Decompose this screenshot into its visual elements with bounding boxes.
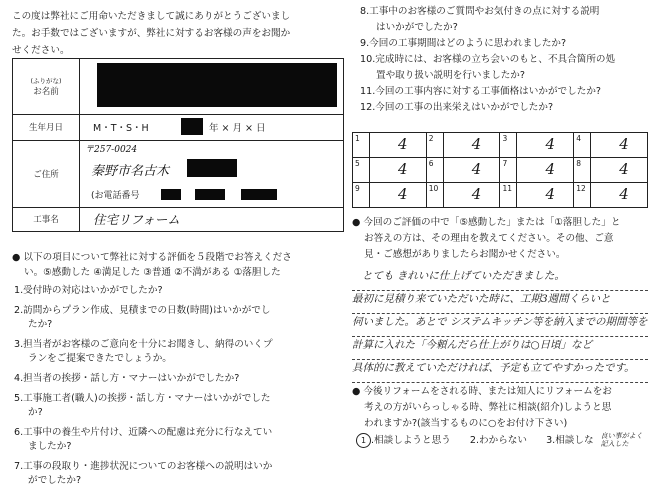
score-cell-1: 4 [369,133,426,158]
question-9: 9.今回の工事期間はどのように思われましたか? [360,38,567,49]
score-cell-2: 4 [443,133,500,158]
question-10: 10.完成時には、お客様の立ち会いのもと、不具合箇所の処 置や取り扱い説明を行いましたか? [360,54,616,81]
address-label: ご住所 [13,140,80,207]
score-num-12: 12 [574,183,591,208]
postal-code: 〒257-0024 [85,145,138,155]
birth-label: 生年月日 [13,114,80,140]
redacted-phone-3 [241,189,277,200]
comment-instructions: ● 今回のご評価の中で「⑤感動した」または「①落胆した」と お答えの方は、その理由を教えてください。その他、ご意 見・ご感想がありましたらお聞かせください。 [352,217,621,260]
comment-line-2: 最初に見積り来ていただいた時に、工期3週間くらいと [352,291,648,314]
address-handwritten: 秦野市名古木 [91,164,170,179]
score-cell-6: 4 [443,158,500,183]
name-row [13,59,343,115]
score-num-11: 11 [500,183,517,208]
score-cell-12: 4 [591,183,648,208]
question-12: 12.今回の工事の出来栄えはいかがでしたか? [360,102,554,113]
comment-line-5: 具体的に教えていただければ、予定も立てやすかったです。 [352,360,648,383]
birth-row [13,114,343,141]
score-cell-7: 4 [517,158,574,183]
redacted-name [97,63,337,107]
comment-line-1: とても きれいに仕上げていただきました。 [352,268,648,291]
rating-instructions: ● 以下の項目について弊社に対する評価を５段階でお答えくださ い。⑤感動した ④満足した ③普通 ②不満がある ①落胆した [12,252,292,278]
score-num-8: 8 [574,158,591,183]
option-2: 2.わからない [469,435,527,446]
question-6: 6.工事中の養生や片付け、近隣への配慮は充分に行なえてい ましたか? [14,427,273,452]
option-3: 3.相談しな [546,435,594,446]
question-8: 8.工事中のお客様のご質問やお気付きの点に対する説明 はいかがでしたか? [360,6,600,33]
intro-text: この度は弊社にご用命いただきまして誠にありがとうございまし た。お手数ではございますが、弊社に対するお客様の声をお聞か せください。 [12,11,291,56]
score-cell-5: 4 [369,158,426,183]
question-1: 1.受付時の対応はいかがでしたか? [14,285,163,296]
question-2: 2.訪問からプラン作成、見積までの日数(時間)はいかがでし たか? [14,305,271,330]
consultation-options [356,432,656,448]
score-cell-3: 4 [517,133,574,158]
questions-left [14,284,354,494]
handwritten-note: 良い事がよく記入した [600,432,643,448]
score-cell-10: 4 [443,183,500,208]
redacted-address [187,159,237,177]
score-num-4: 4 [574,133,591,158]
phone-label: (お電話番号 [91,191,140,201]
future-consultation-question: ● 今後リフォームをされる時、または知人にリフォームをお 考えの方がいらっしゃる時、弊社に相談(紹介)しようと思 われますか?(該当するものに○をお付け下さい) [352,386,612,429]
option-1-circle: 1 [356,433,371,448]
comment-line-3: 伺いました。あとで システムキッチン等を納入までの期間等を [352,314,648,337]
redacted-year [181,118,203,135]
score-num-7: 7 [500,158,517,183]
redacted-phone-2 [195,189,225,200]
question-4: 4.担当者の挨拶・話し方・マナーはいかがでしたか? [14,373,240,384]
work-value: 住宅リフォーム [93,212,180,227]
score-num-5: 5 [353,158,370,183]
birth-era: M・T・S・H [93,123,149,134]
name-label: (ふりがな) お名前 [13,59,80,114]
redacted-phone-1 [161,189,181,200]
question-3: 3.担当者がお客様のご意向を十分にお聞きし、納得のいくプ ランをご提案できたでしょうか。 [14,339,273,364]
score-table [352,132,648,208]
option-1: 1 .相談しようと思う [356,435,451,446]
questions-right [360,4,650,116]
question-7: 7.工事の段取り・進捗状況についてのお客様への説明はいか がでしたか? [14,461,273,486]
score-num-9: 9 [353,183,370,208]
work-label: 工事名 [13,207,80,231]
score-num-1: 1 [353,133,370,158]
score-cell-8: 4 [591,158,648,183]
score-cell-4: 4 [591,133,648,158]
question-11: 11.今回の工事内容に対する工事価格はいかがでしたか? [360,86,602,97]
work-row [13,207,343,231]
address-row [13,140,343,208]
birth-value: 年 × 月 × 日 [209,123,266,134]
customer-info-table [12,58,344,232]
comment-line-4: 計算に入れた「今頼んだら仕上がりは○日頃」など [352,337,648,360]
score-num-2: 2 [426,133,443,158]
score-num-6: 6 [426,158,443,183]
score-cell-11: 4 [517,183,574,208]
score-num-3: 3 [500,133,517,158]
score-cell-9: 4 [369,183,426,208]
question-5: 5.工事施工者(職人)の挨拶・話し方・マナーはいかがでした か? [14,393,271,418]
score-num-10: 10 [426,183,443,208]
